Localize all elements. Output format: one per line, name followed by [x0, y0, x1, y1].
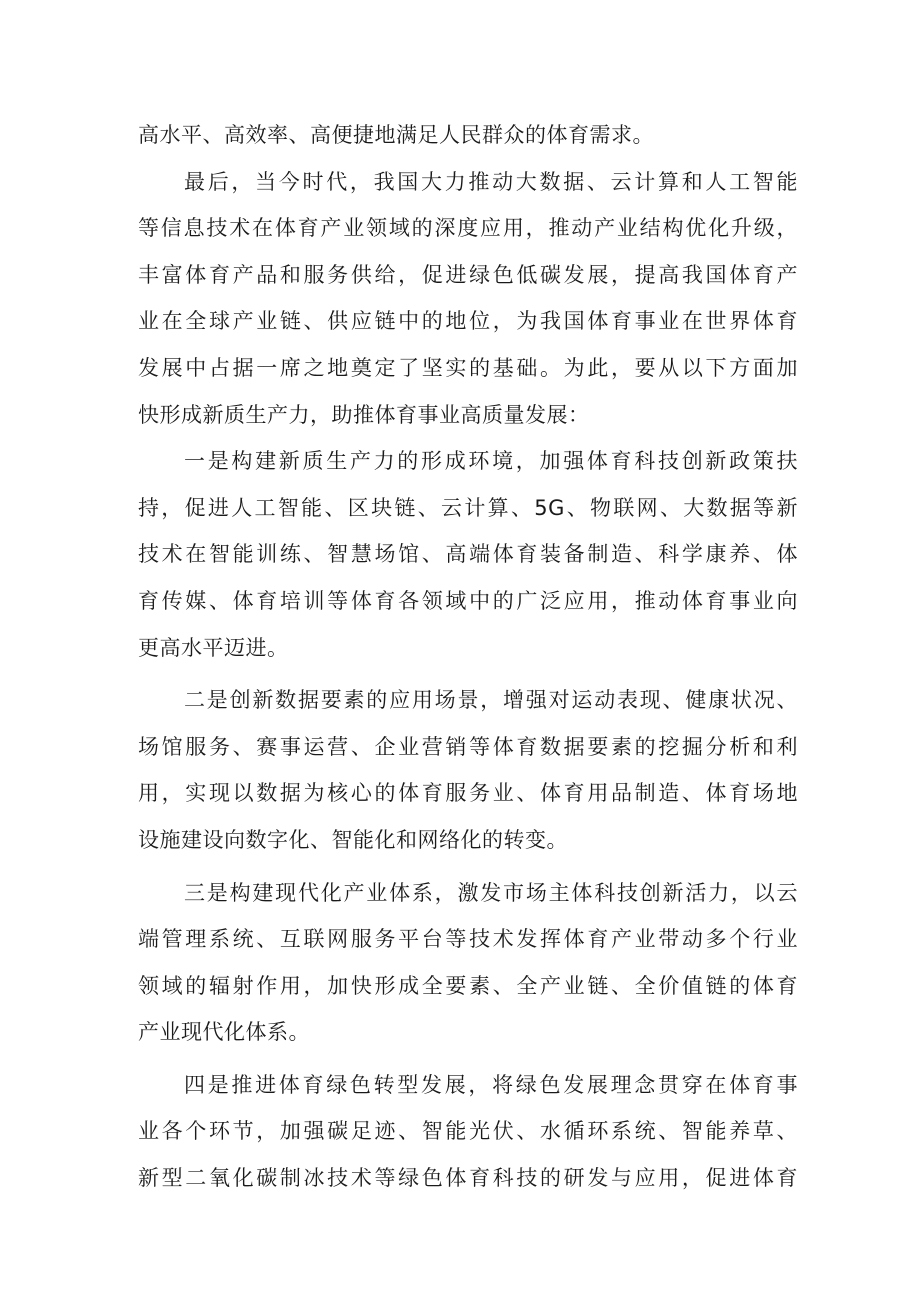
paragraph-point-three: [138, 870, 798, 1056]
paragraph-point-two: [138, 677, 798, 863]
paragraph-finally: [138, 159, 798, 439]
document-body: [138, 112, 798, 1202]
text-line: 四是推进体育绿色转型发展，将绿色发展理念贯穿在体育事: [184, 1072, 798, 1097]
text-line: 新型二氧化碳制冰技术等绿色体育科技的研发与应用，促进体育: [138, 1166, 798, 1191]
text-line: 领域的辐射作用，加快形成全要素、全产业链、全价值链的体育: [138, 973, 798, 998]
text-line: 业在全球产业链、供应链中的地位，为我国体育事业在世界体育: [138, 309, 798, 334]
text-line: 业各个环节，加强碳足迹、智能光伏、水循环系统、智能养草、: [138, 1119, 798, 1144]
text-line: 技术在智能训练、智慧场馆、高端体育装备制造、科学康养、体: [138, 542, 798, 567]
text-line: 育传媒、体育培训等体育各领域中的广泛应用，推动体育事业向: [138, 588, 798, 613]
text-line: 持，促进人工智能、区块链、云计算、5G、物联网、大数据等新: [138, 495, 798, 520]
text-line: 快形成新质生产力，助推体育事业高质量发展：: [138, 402, 590, 427]
text-line: 三是构建现代化产业体系，激发市场主体科技创新活力，以云: [184, 880, 798, 905]
text-line: 最后，当今时代，我国大力推动大数据、云计算和人工智能: [184, 169, 798, 194]
text-line: 产业现代化体系。: [138, 1020, 310, 1045]
paragraph-point-one: [138, 438, 798, 671]
text-line: 更高水平迈进。: [138, 635, 289, 660]
text-line: 二是创新数据要素的应用场景，增强对运动表现、健康状况、: [184, 688, 798, 713]
text-line: 端管理系统、互联网服务平台等技术发挥体育产业带动多个行业: [138, 927, 798, 952]
paragraph-point-four: [138, 1062, 798, 1202]
text-line: 丰富体育产品和服务供给，促进绿色低碳发展，提高我国体育产: [138, 262, 798, 287]
text-line: 用，实现以数据为核心的体育服务业、体育用品制造、体育场地: [138, 781, 798, 806]
text-line: 发展中占据一席之地奠定了坚实的基础。为此，要从以下方面加: [138, 355, 798, 380]
text-line: 设施建设向数字化、智能化和网络化的转变。: [138, 827, 568, 852]
text-line: 场馆服务、赛事运营、企业营销等体育数据要素的挖掘分析和利: [138, 734, 798, 759]
text-line: 等信息技术在体育产业领域的深度应用，推动产业结构优化升级，: [138, 216, 798, 241]
paragraph-continuation: [138, 112, 798, 159]
text-line: 一是构建新质生产力的形成环境，加强体育科技创新政策扶: [184, 449, 798, 474]
text-line: 高水平、高效率、高便捷地满足人民群众的体育需求。: [138, 123, 654, 147]
